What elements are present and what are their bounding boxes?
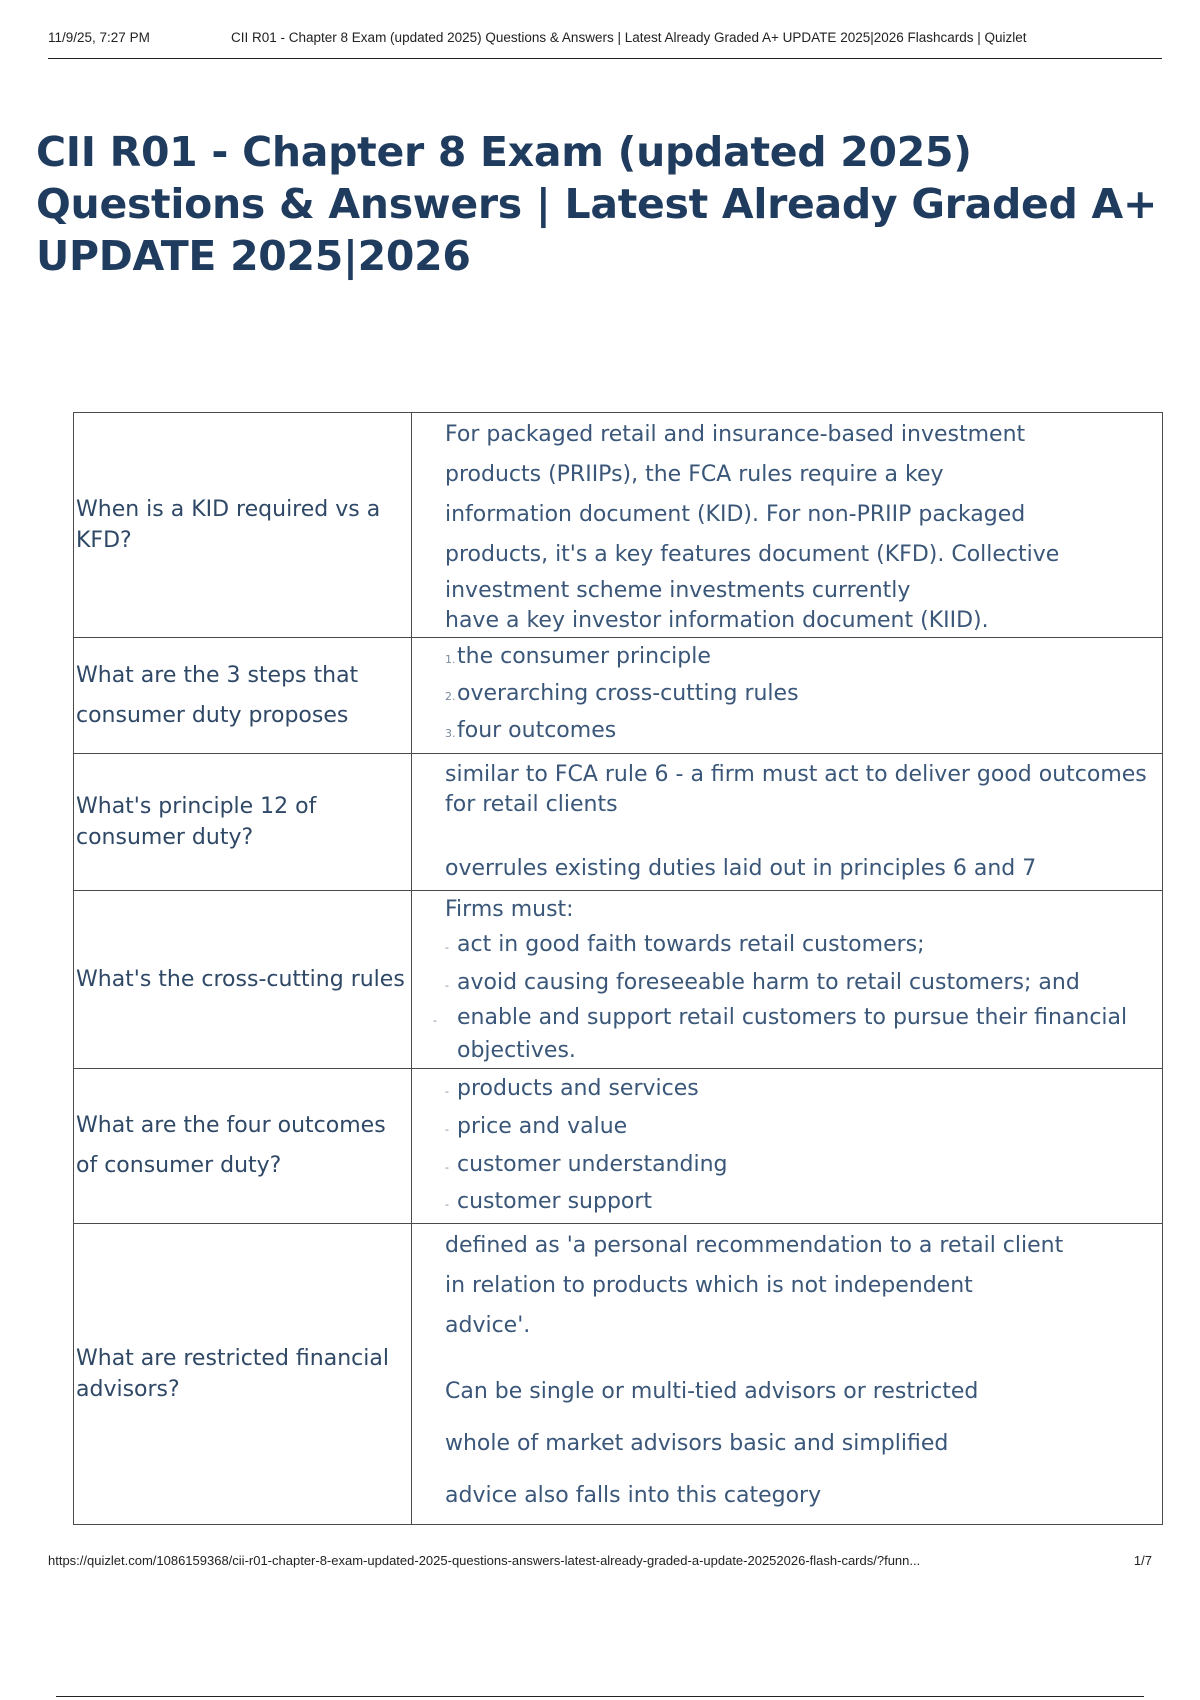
- table-row: [74, 754, 1163, 891]
- print-header: [48, 28, 1162, 59]
- card-answer: [412, 413, 1163, 638]
- bottom-divider: [56, 1696, 1144, 1697]
- card-answer: [412, 754, 1163, 891]
- answer-line: products, it's a key features document (KFD). Collective: [445, 542, 1060, 567]
- page-title: CII R01 - Chapter 8 Exam (updated 2025) Questions & Answers | Latest Already Graded A+ UPDATE 2025|2026: [36, 128, 1158, 280]
- answer-line: overrules existing duties laid out in principles 6 and 7: [445, 856, 1037, 881]
- card-question: What's principle 12 of consumer duty?: [74, 754, 412, 891]
- list-item: - enable and support retail customers to pursue their financial objectives.: [433, 1005, 1128, 1063]
- answer-line: similar to FCA rule 6 - a firm must act to deliver good outcomes: [445, 762, 1147, 787]
- answer-line: have a key investor information document (KIID).: [445, 608, 989, 633]
- list-item: - customer understanding: [445, 1152, 728, 1177]
- table-row: [74, 1069, 1163, 1224]
- list-item: 2.overarching cross-cutting rules: [445, 681, 799, 706]
- card-answer: [412, 1069, 1163, 1224]
- card-answer: [412, 891, 1163, 1069]
- list-item: - price and value: [445, 1114, 628, 1139]
- card-question: What's the cross-cutting rules: [74, 891, 412, 1069]
- list-item: - act in good faith towards retail customers;: [445, 932, 925, 957]
- answer-line: defined as 'a personal recommendation to a retail client: [445, 1233, 1064, 1258]
- list-item: - avoid causing foreseeable harm to retail customers; and: [445, 970, 1080, 995]
- list-item: 3.four outcomes: [445, 718, 617, 743]
- table-row: [74, 638, 1163, 754]
- answer-line: For packaged retail and insurance-based investment: [445, 422, 1026, 447]
- answer-line: whole of market advisors basic and simplified: [445, 1431, 949, 1456]
- answer-line: Can be single or multi-tied advisors or restricted: [445, 1379, 979, 1404]
- card-question: What are restricted financial advisors?: [74, 1224, 412, 1525]
- footer-url: https://quizlet.com/1086159368/cii-r01-chapter-8-exam-updated-2025-questions-answers-latest-already-graded-a-update-20252026-flash-cards/?funn...: [48, 1553, 921, 1568]
- table-row: [74, 1224, 1163, 1525]
- table-row: [74, 891, 1163, 1069]
- list-item: 1.the consumer principle: [445, 644, 711, 669]
- card-question: What are the 3 steps that consumer duty proposes: [74, 638, 412, 754]
- answer-line: for retail clients: [445, 792, 618, 817]
- answer-intro: Firms must:: [445, 897, 574, 922]
- answer-line: advice'.: [445, 1313, 531, 1338]
- table-row: [74, 413, 1163, 638]
- answer-line: products (PRIIPs), the FCA rules require a key: [445, 462, 944, 487]
- list-item: - products and services: [445, 1076, 699, 1101]
- card-question: What are the four outcomes of consumer duty?: [74, 1069, 412, 1224]
- answer-line: in relation to products which is not independent: [445, 1273, 973, 1298]
- flashcard-table: [73, 412, 1163, 1525]
- answer-line: information document (KID). For non-PRIIP packaged: [445, 502, 1026, 527]
- card-answer: [412, 1224, 1163, 1525]
- page-number: 1/7: [1133, 1553, 1152, 1568]
- print-datetime: 11/9/25, 7:27 PM: [48, 30, 150, 45]
- answer-line: investment scheme investments currently: [445, 578, 911, 603]
- list-item: - customer support: [445, 1189, 653, 1214]
- card-question: When is a KID required vs a KFD?: [74, 413, 412, 638]
- answer-line: advice also falls into this category: [445, 1483, 822, 1508]
- card-answer: [412, 638, 1163, 754]
- print-page-title: CII R01 - Chapter 8 Exam (updated 2025) Questions & Answers | Latest Already Graded A+ UPDATE 2025|2026 Flashcards | Quizlet: [231, 30, 1027, 45]
